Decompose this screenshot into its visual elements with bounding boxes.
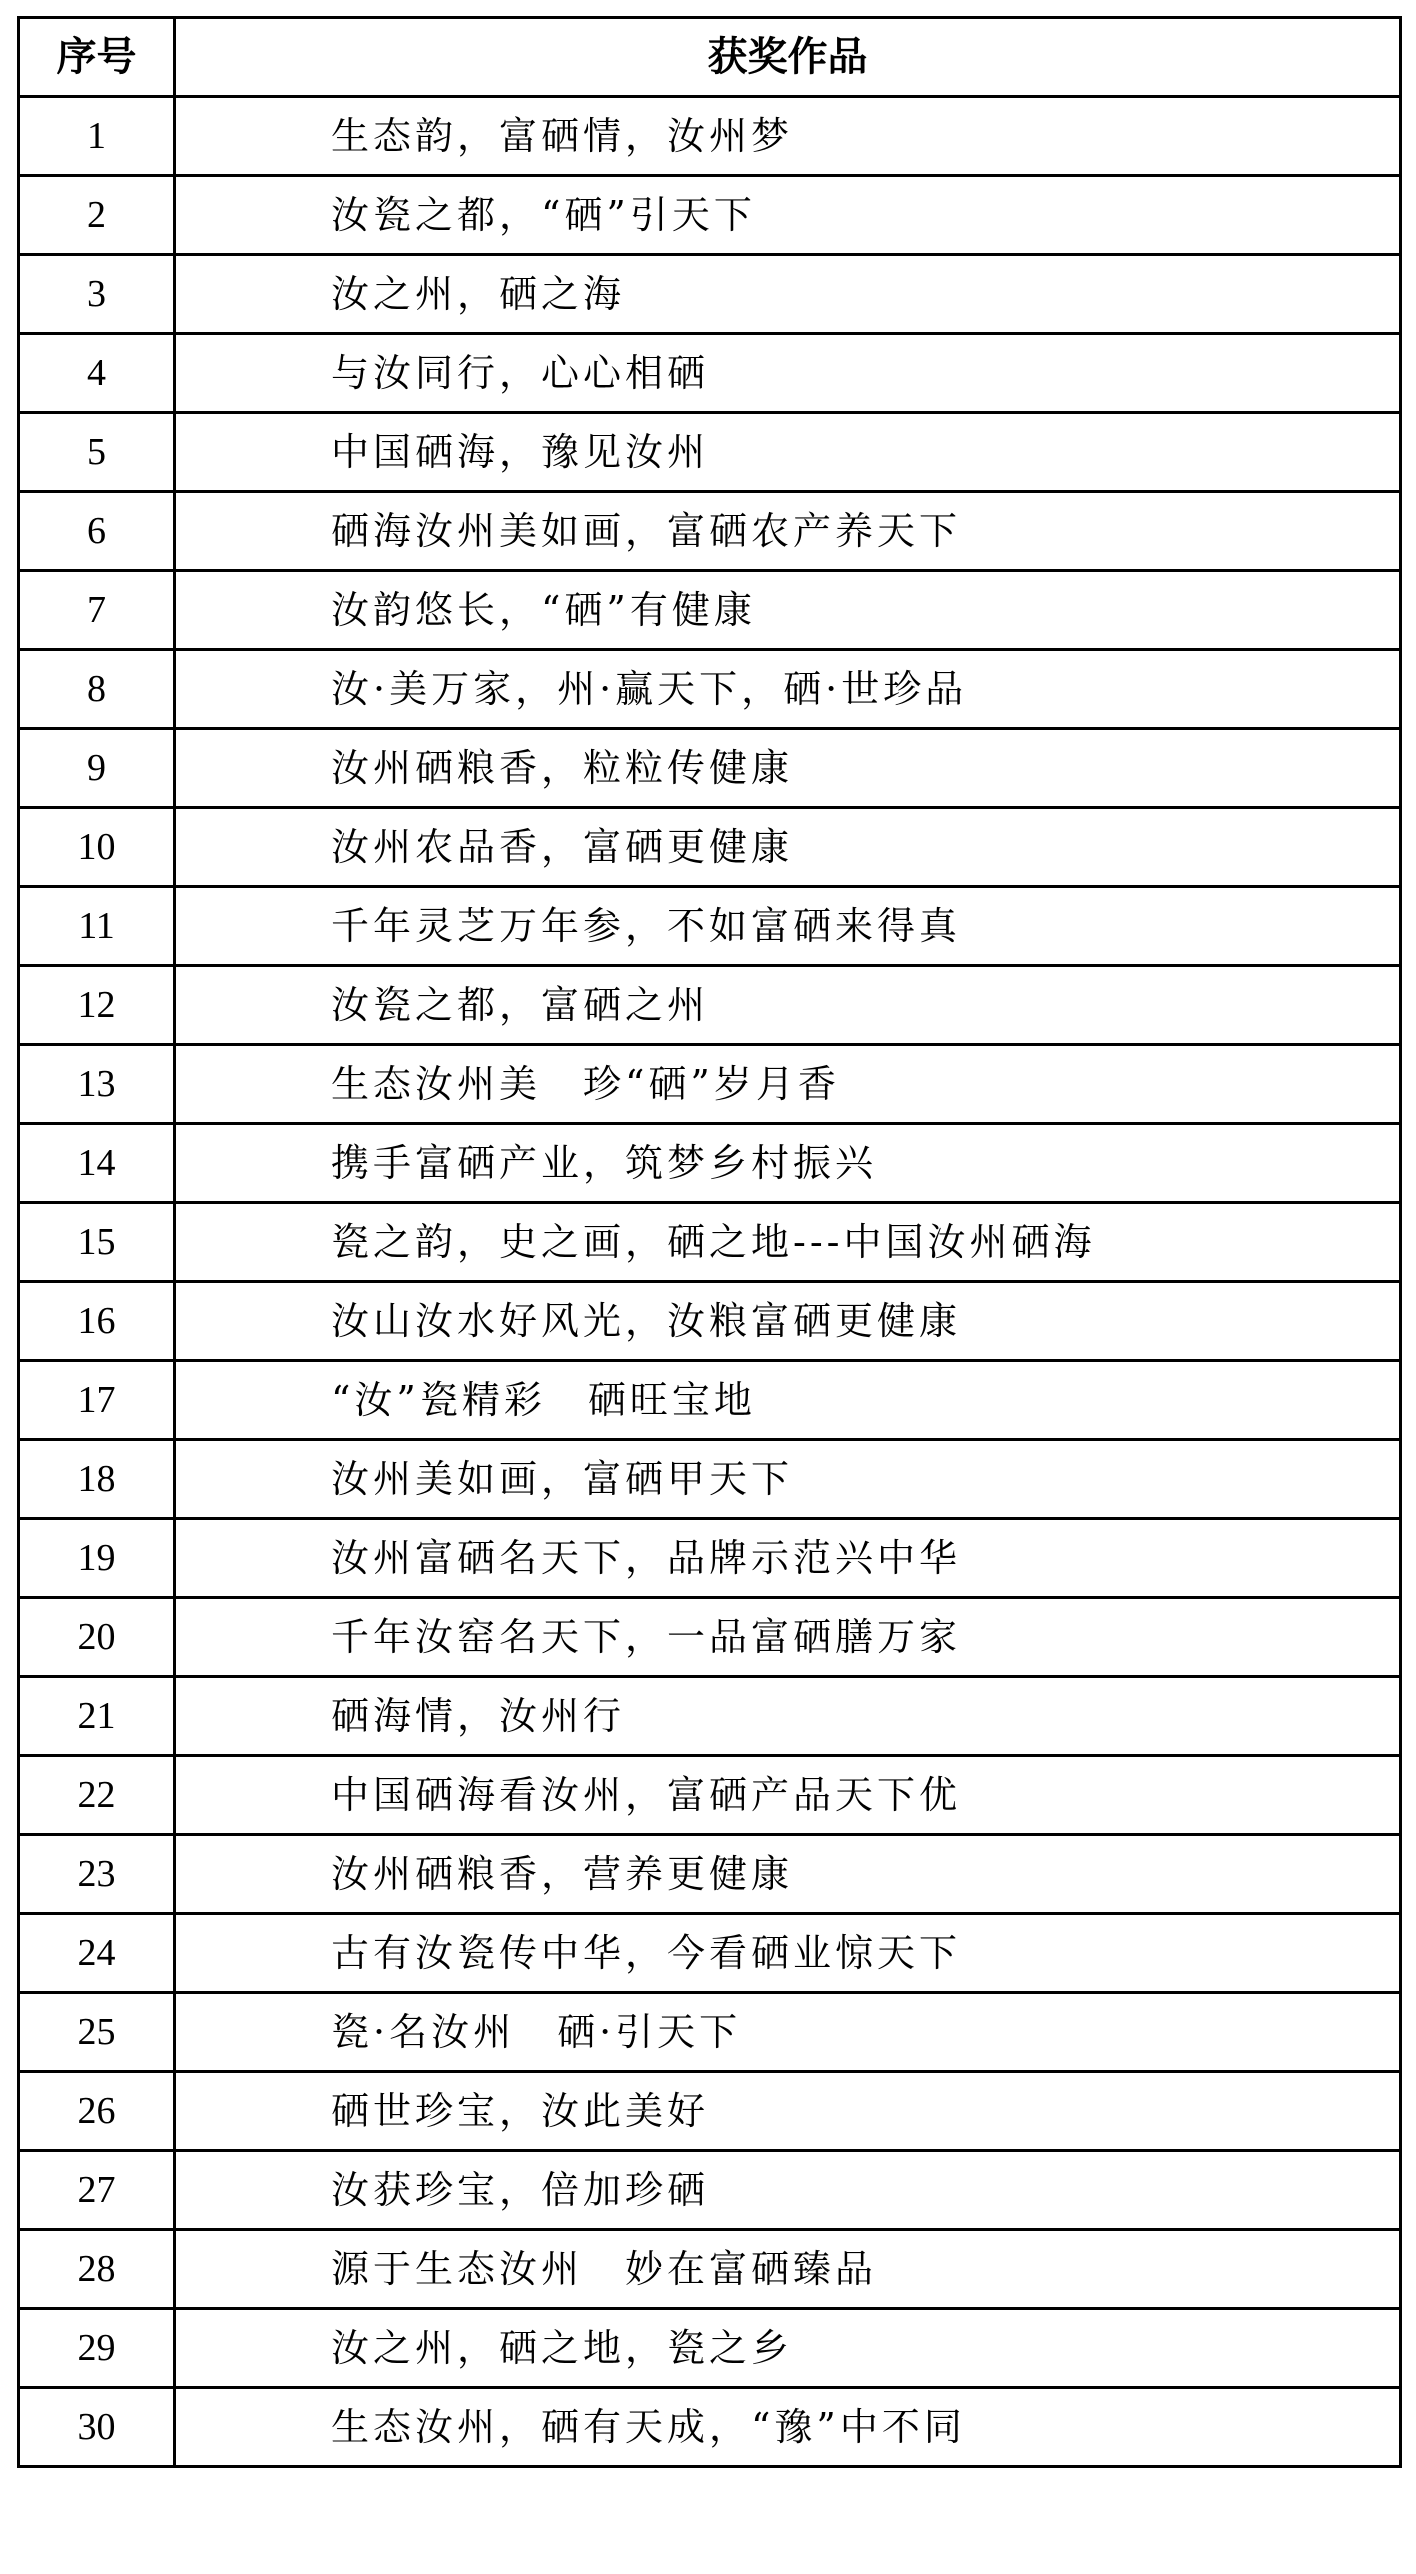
row-index: 10 [19,808,175,887]
table-row [19,176,1401,255]
row-work: 瓷之韵，史之画，硒之地---中国汝州硒海 [175,1203,1401,1282]
row-work: 汝之州，硒之海 [175,255,1401,334]
table-row [19,1914,1401,1993]
table-row [19,2309,1401,2388]
row-index: 9 [19,729,175,808]
row-work: “汝”瓷精彩 硒旺宝地 [175,1361,1401,1440]
row-work: 与汝同行，心心相硒 [175,334,1401,413]
table-row [19,2072,1401,2151]
table-row [19,966,1401,1045]
row-work: 汝州农品香，富硒更健康 [175,808,1401,887]
row-work: 汝瓷之都，富硒之州 [175,966,1401,1045]
row-work: 生态汝州美 珍“硒”岁月香 [175,1045,1401,1124]
table-row [19,334,1401,413]
table-row [19,1519,1401,1598]
row-index: 11 [19,887,175,966]
table-row [19,1756,1401,1835]
row-index: 28 [19,2230,175,2309]
row-work: 瓷·名汝州 硒·引天下 [175,1993,1401,2072]
table-row [19,97,1401,176]
row-work: 千年灵芝万年参，不如富硒来得真 [175,887,1401,966]
table-row [19,1045,1401,1124]
row-index: 18 [19,1440,175,1519]
header-index: 序号 [19,18,175,97]
row-index: 20 [19,1598,175,1677]
row-index: 21 [19,1677,175,1756]
row-work: 汝州硒粮香，营养更健康 [175,1835,1401,1914]
row-work: 汝·美万家，州·赢天下，硒·世珍品 [175,650,1401,729]
row-work: 生态韵，富硒情，汝州梦 [175,97,1401,176]
header-work: 获奖作品 [175,18,1401,97]
row-index: 2 [19,176,175,255]
table-row [19,2151,1401,2230]
row-index: 23 [19,1835,175,1914]
row-work: 千年汝窑名天下，一品富硒膳万家 [175,1598,1401,1677]
row-work: 汝州硒粮香，粒粒传健康 [175,729,1401,808]
table-row [19,1993,1401,2072]
row-work: 汝之州，硒之地，瓷之乡 [175,2309,1401,2388]
row-index: 17 [19,1361,175,1440]
row-index: 12 [19,966,175,1045]
row-index: 16 [19,1282,175,1361]
row-work: 汝瓷之都，“硒”引天下 [175,176,1401,255]
row-index: 3 [19,255,175,334]
table-row [19,1124,1401,1203]
table-row [19,1361,1401,1440]
row-work: 生态汝州，硒有天成，“豫”中不同 [175,2388,1401,2467]
award-table-container [17,16,1399,2468]
table-row [19,2230,1401,2309]
row-index: 30 [19,2388,175,2467]
row-index: 15 [19,1203,175,1282]
row-index: 4 [19,334,175,413]
table-row [19,729,1401,808]
row-work: 硒世珍宝，汝此美好 [175,2072,1401,2151]
row-index: 7 [19,571,175,650]
table-body [19,97,1401,2467]
table-row [19,1835,1401,1914]
row-work: 携手富硒产业，筑梦乡村振兴 [175,1124,1401,1203]
row-work: 硒海情，汝州行 [175,1677,1401,1756]
row-work: 汝州美如画，富硒甲天下 [175,1440,1401,1519]
row-work: 硒海汝州美如画，富硒农产养天下 [175,492,1401,571]
row-index: 19 [19,1519,175,1598]
row-index: 24 [19,1914,175,1993]
table-row [19,1677,1401,1756]
table-row [19,413,1401,492]
row-index: 13 [19,1045,175,1124]
row-index: 26 [19,2072,175,2151]
table-row [19,2388,1401,2467]
row-work: 中国硒海看汝州，富硒产品天下优 [175,1756,1401,1835]
table-row [19,1598,1401,1677]
row-work: 古有汝瓷传中华，今看硒业惊天下 [175,1914,1401,1993]
table-row [19,1282,1401,1361]
row-index: 25 [19,1993,175,2072]
row-index: 29 [19,2309,175,2388]
row-index: 27 [19,2151,175,2230]
row-index: 6 [19,492,175,571]
table-row [19,571,1401,650]
row-work: 汝州富硒名天下，品牌示范兴中华 [175,1519,1401,1598]
table-row [19,650,1401,729]
row-index: 22 [19,1756,175,1835]
award-table [17,16,1402,2468]
table-row [19,1440,1401,1519]
row-work: 汝韵悠长，“硒”有健康 [175,571,1401,650]
row-index: 5 [19,413,175,492]
table-row [19,255,1401,334]
row-work: 汝山汝水好风光，汝粮富硒更健康 [175,1282,1401,1361]
row-work: 源于生态汝州 妙在富硒臻品 [175,2230,1401,2309]
row-index: 14 [19,1124,175,1203]
table-row [19,492,1401,571]
table-row [19,887,1401,966]
table-row [19,808,1401,887]
row-index: 8 [19,650,175,729]
table-row [19,1203,1401,1282]
row-work: 中国硒海，豫见汝州 [175,413,1401,492]
table-header-row [19,18,1401,97]
row-work: 汝获珍宝，倍加珍硒 [175,2151,1401,2230]
row-index: 1 [19,97,175,176]
